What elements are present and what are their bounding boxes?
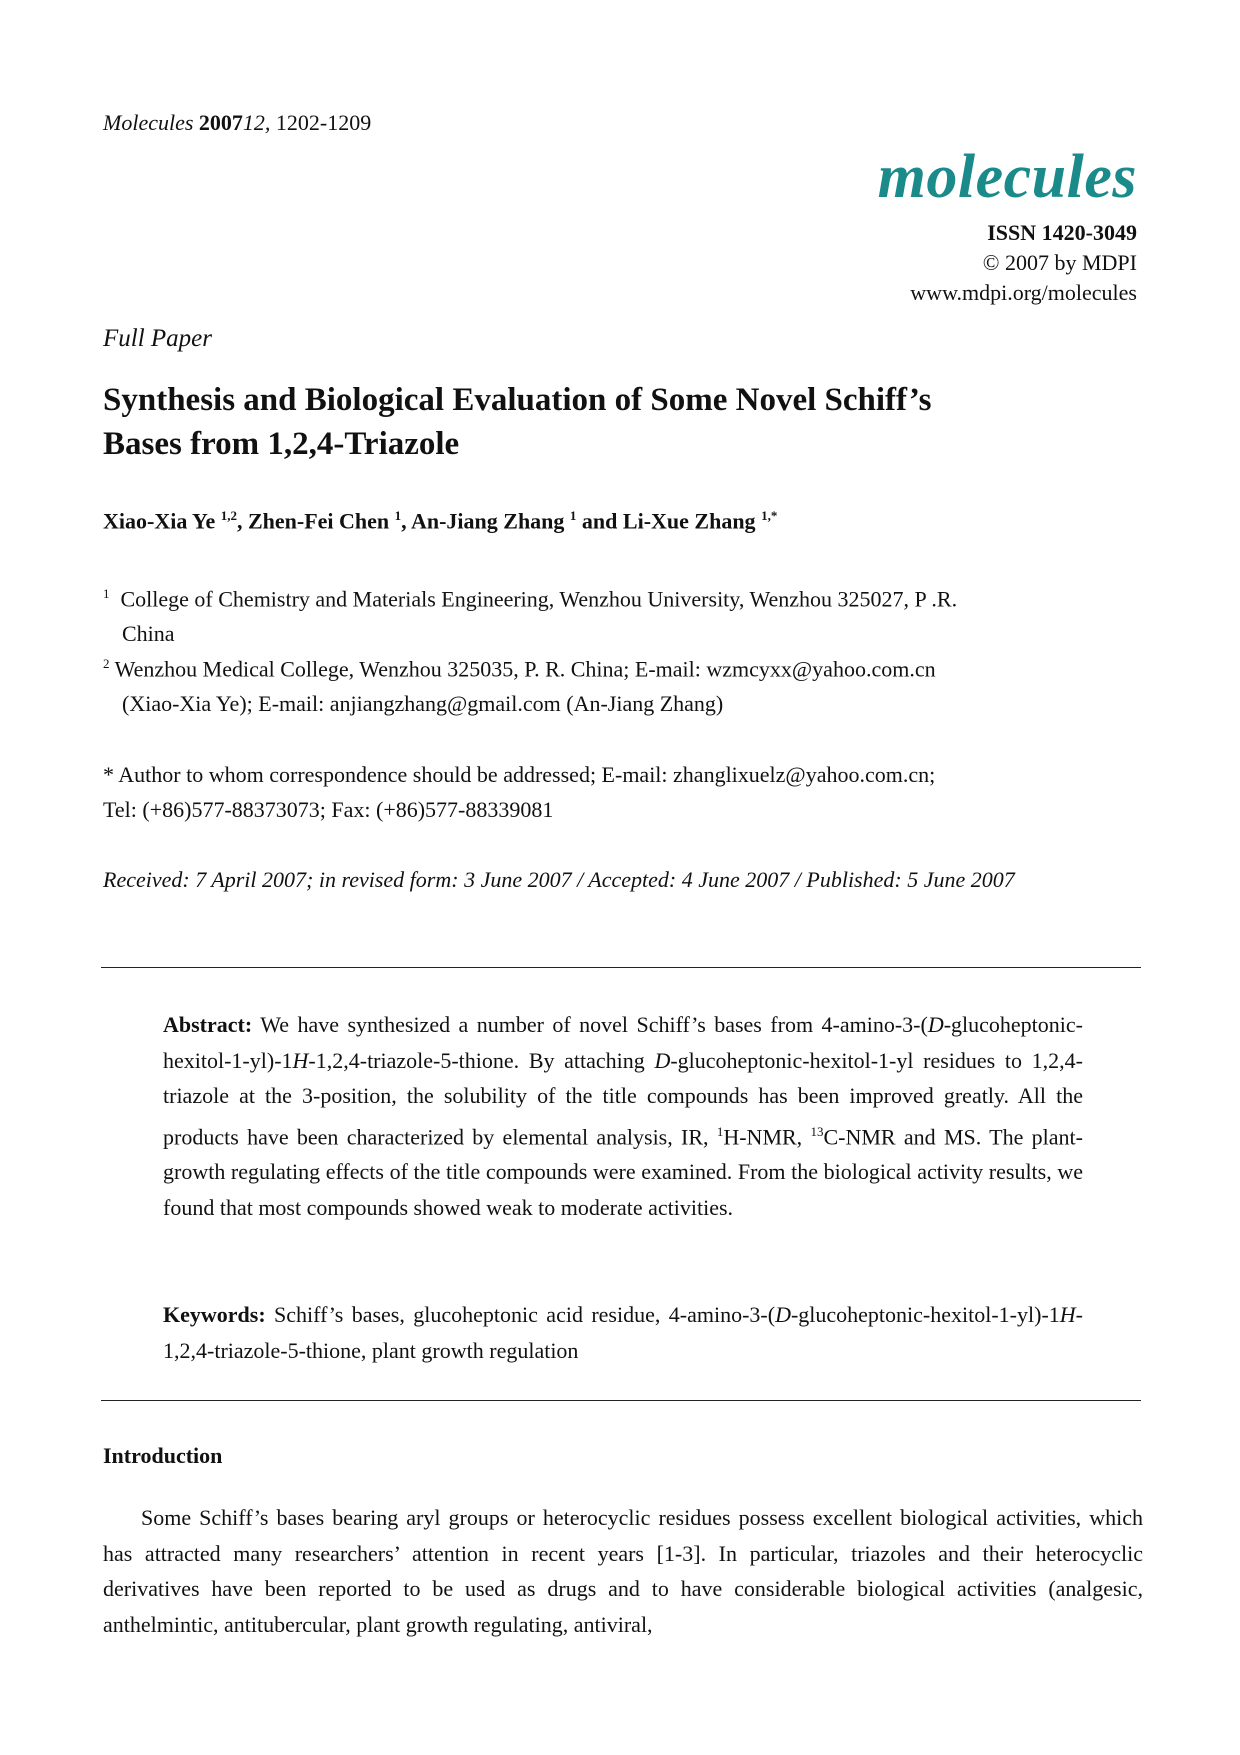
paper-type: Full Paper — [103, 325, 213, 352]
citation-line — [103, 110, 371, 136]
affiliation-text: China — [122, 621, 175, 647]
correspondence-line: * Author to whom correspondence should be addressed; E-mail: zhanglixuelz@yahoo.com.cn; — [103, 762, 936, 787]
abstract-text: D — [927, 1012, 944, 1037]
abstract — [163, 1007, 1083, 1225]
affiliation-number: 1 — [103, 586, 110, 601]
correspondence-line: Tel: (+86)577-88373073; Fax: (+86)577-88339081 — [103, 797, 554, 822]
author-name: An-Jiang Zhang — [410, 508, 565, 534]
journal-url[interactable]: www.mdpi.org/molecules — [910, 280, 1137, 305]
affiliation-text: College of Chemistry and Materials Engineering, Wenzhou University, Wenzhou 325027, P .R. — [120, 586, 958, 612]
keywords-text: H — [1059, 1302, 1076, 1327]
citation-year: 2007 — [198, 110, 243, 135]
issn-block — [910, 218, 1137, 308]
author-affiliation-mark: 1 — [394, 508, 402, 523]
publication-dates: Received: 7 April 2007; in revised form: 3 June 2007 / Accepted: 4 June 2007 / Published: 5 June 2007 — [103, 867, 1015, 892]
author-name: Li-Xue Zhang — [622, 508, 756, 534]
affiliation-2 — [103, 646, 1143, 721]
affiliation-1 — [103, 576, 1143, 651]
author-affiliation-mark: 1,2 — [220, 508, 237, 523]
citation-volume: 12, — [242, 110, 271, 135]
keywords-text: -1,2,4-triazole-5-thione, plant growth regulation — [163, 1302, 1083, 1363]
abstract-text: C-NMR and MS. The plant-growth regulating effects of the title compounds were examined. From the biological activity results, we found that most compounds showed weak to moderate activities. — [163, 1123, 1083, 1220]
abstract-text: 13 — [810, 1123, 824, 1139]
paper-title — [103, 378, 1103, 466]
copyright: © 2007 by MDPI — [982, 250, 1137, 275]
keywords-text: Schiff’s bases, glucoheptonic acid residue, 4-amino-3-( — [265, 1302, 776, 1327]
abstract-text: -glucoheptonic-hexitol-1-yl residues to 1,2,4-triazole at the 3-position, the solubility of the title compounds has been improved greatly. All the products have been characterized by elemental analysis, IR, — [163, 1047, 1083, 1149]
abstract-text: 1 — [716, 1123, 724, 1139]
abstract-text: H — [292, 1047, 309, 1073]
author-affiliation-mark: 1 — [569, 508, 577, 523]
affiliation-text: (Xiao-Xia Ye); E-mail: anjiangzhang@gmail.com (An-Jiang Zhang) — [122, 691, 724, 717]
journal-name: Molecules — [103, 110, 194, 135]
issn: ISSN 1420-3049 — [987, 220, 1137, 245]
abstract-text: -1,2,4-triazole-5-thione. By attaching — [308, 1047, 655, 1073]
author-name: Zhen-Fei Chen — [247, 508, 390, 534]
top-divider — [101, 967, 1141, 968]
keywords-text: D — [775, 1302, 791, 1327]
affiliation-text: Wenzhou Medical College, Wenzhou 325035, P. R. China; E-mail: wzmcyxx@yahoo.com.cn — [114, 656, 936, 682]
bottom-divider — [101, 1400, 1141, 1401]
author-separator: and — [576, 508, 623, 534]
keywords — [163, 1297, 1083, 1368]
abstract-label: Abstract: — [163, 1012, 253, 1037]
keywords-text: -glucoheptonic-hexitol-1-yl)-1 — [790, 1302, 1060, 1327]
author-name: Xiao-Xia Ye — [103, 508, 216, 534]
author-affiliation-mark: 1,* — [761, 508, 778, 523]
abstract-text: D — [654, 1047, 671, 1073]
correspondence — [103, 757, 1143, 827]
abstract-text: H-NMR, — [723, 1123, 811, 1149]
journal-logo: molecules — [877, 143, 1137, 211]
title-line: Synthesis and Biological Evaluation of Some Novel Schiff’s — [103, 382, 932, 418]
section-heading-introduction: Introduction — [103, 1443, 223, 1468]
author-separator: , — [401, 508, 411, 534]
affiliation-number: 2 — [103, 656, 110, 671]
author-separator: , — [236, 508, 248, 534]
abstract-text: We have synthesized a number of novel Schiff’s bases from 4-amino-3-( — [252, 1012, 928, 1037]
keywords-label: Keywords: — [163, 1302, 266, 1327]
title-line: Bases from 1,2,4-Triazole — [103, 426, 460, 462]
citation-pages: 1202-1209 — [275, 110, 372, 135]
abstract-text: -glucoheptonic-hexitol-1-yl)-1 — [163, 1012, 1083, 1073]
author-list — [103, 508, 777, 534]
introduction-paragraph: Some Schiff’s bases bearing aryl groups or heterocyclic residues possess excellent biological activities, which has attracted many researchers’ attention in recent years [1-3]. In particular, triazoles and their heterocyclic derivatives have been reported to be used as drugs and to have considerable biological activities (analgesic, anthelmintic, antitubercular, plant growth regulating, antiviral, — [103, 1505, 1143, 1637]
